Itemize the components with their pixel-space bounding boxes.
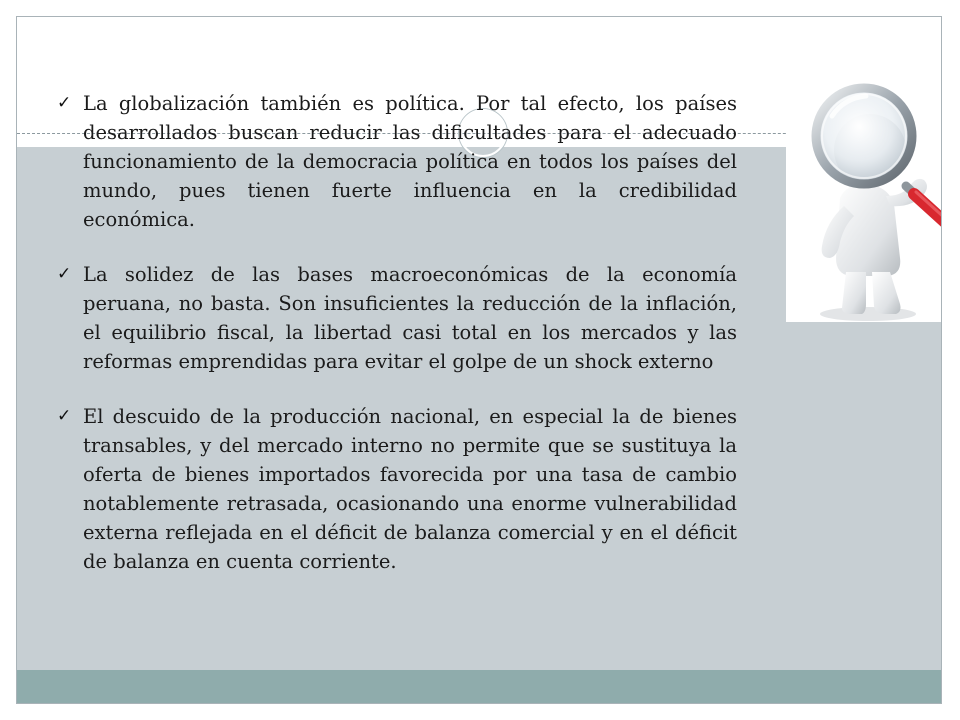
- bullet-text: El descuido de la producción nacional, en especial la de bienes transables, y del mercado interno no permite que se sustituya la oferta de bienes importados favorecida por una tasa de cambio notablemente retrasada, ocasionando una enorme vulnerabilidad externa reflejada en el déficit de balanza comercial y en el déficit de balanza en cuenta corriente.: [83, 405, 737, 573]
- check-mark-icon: ✓: [57, 406, 72, 426]
- bullet-item: [57, 89, 737, 234]
- slide: [16, 16, 942, 704]
- slide-footer-band: [17, 670, 941, 703]
- bullet-item: [57, 260, 737, 376]
- bullet-list: [57, 89, 737, 576]
- figure-with-magnifying-glass-icon: [786, 82, 942, 322]
- illustration-figure-magnifier: [786, 82, 942, 322]
- bullet-text: La globalización también es política. Por tal efecto, los países desarrollados buscan reducir las dificultades para el adecuado funcionamiento de la democracia política en todos los países del mundo, pues tienen fuerte influencia en la credibilidad económica.: [83, 92, 737, 231]
- bullet-text: La solidez de las bases macroeconómicas de la economía peruana, no basta. Son insuficientes la reducción de la inflación, el equilibrio fiscal, la libertad casi total en los mercados y las reformas emprendidas para evitar el golpe de un shock externo: [83, 263, 737, 373]
- check-mark-icon: ✓: [57, 264, 72, 284]
- check-mark-icon: ✓: [57, 93, 72, 113]
- bullet-item: [57, 402, 737, 576]
